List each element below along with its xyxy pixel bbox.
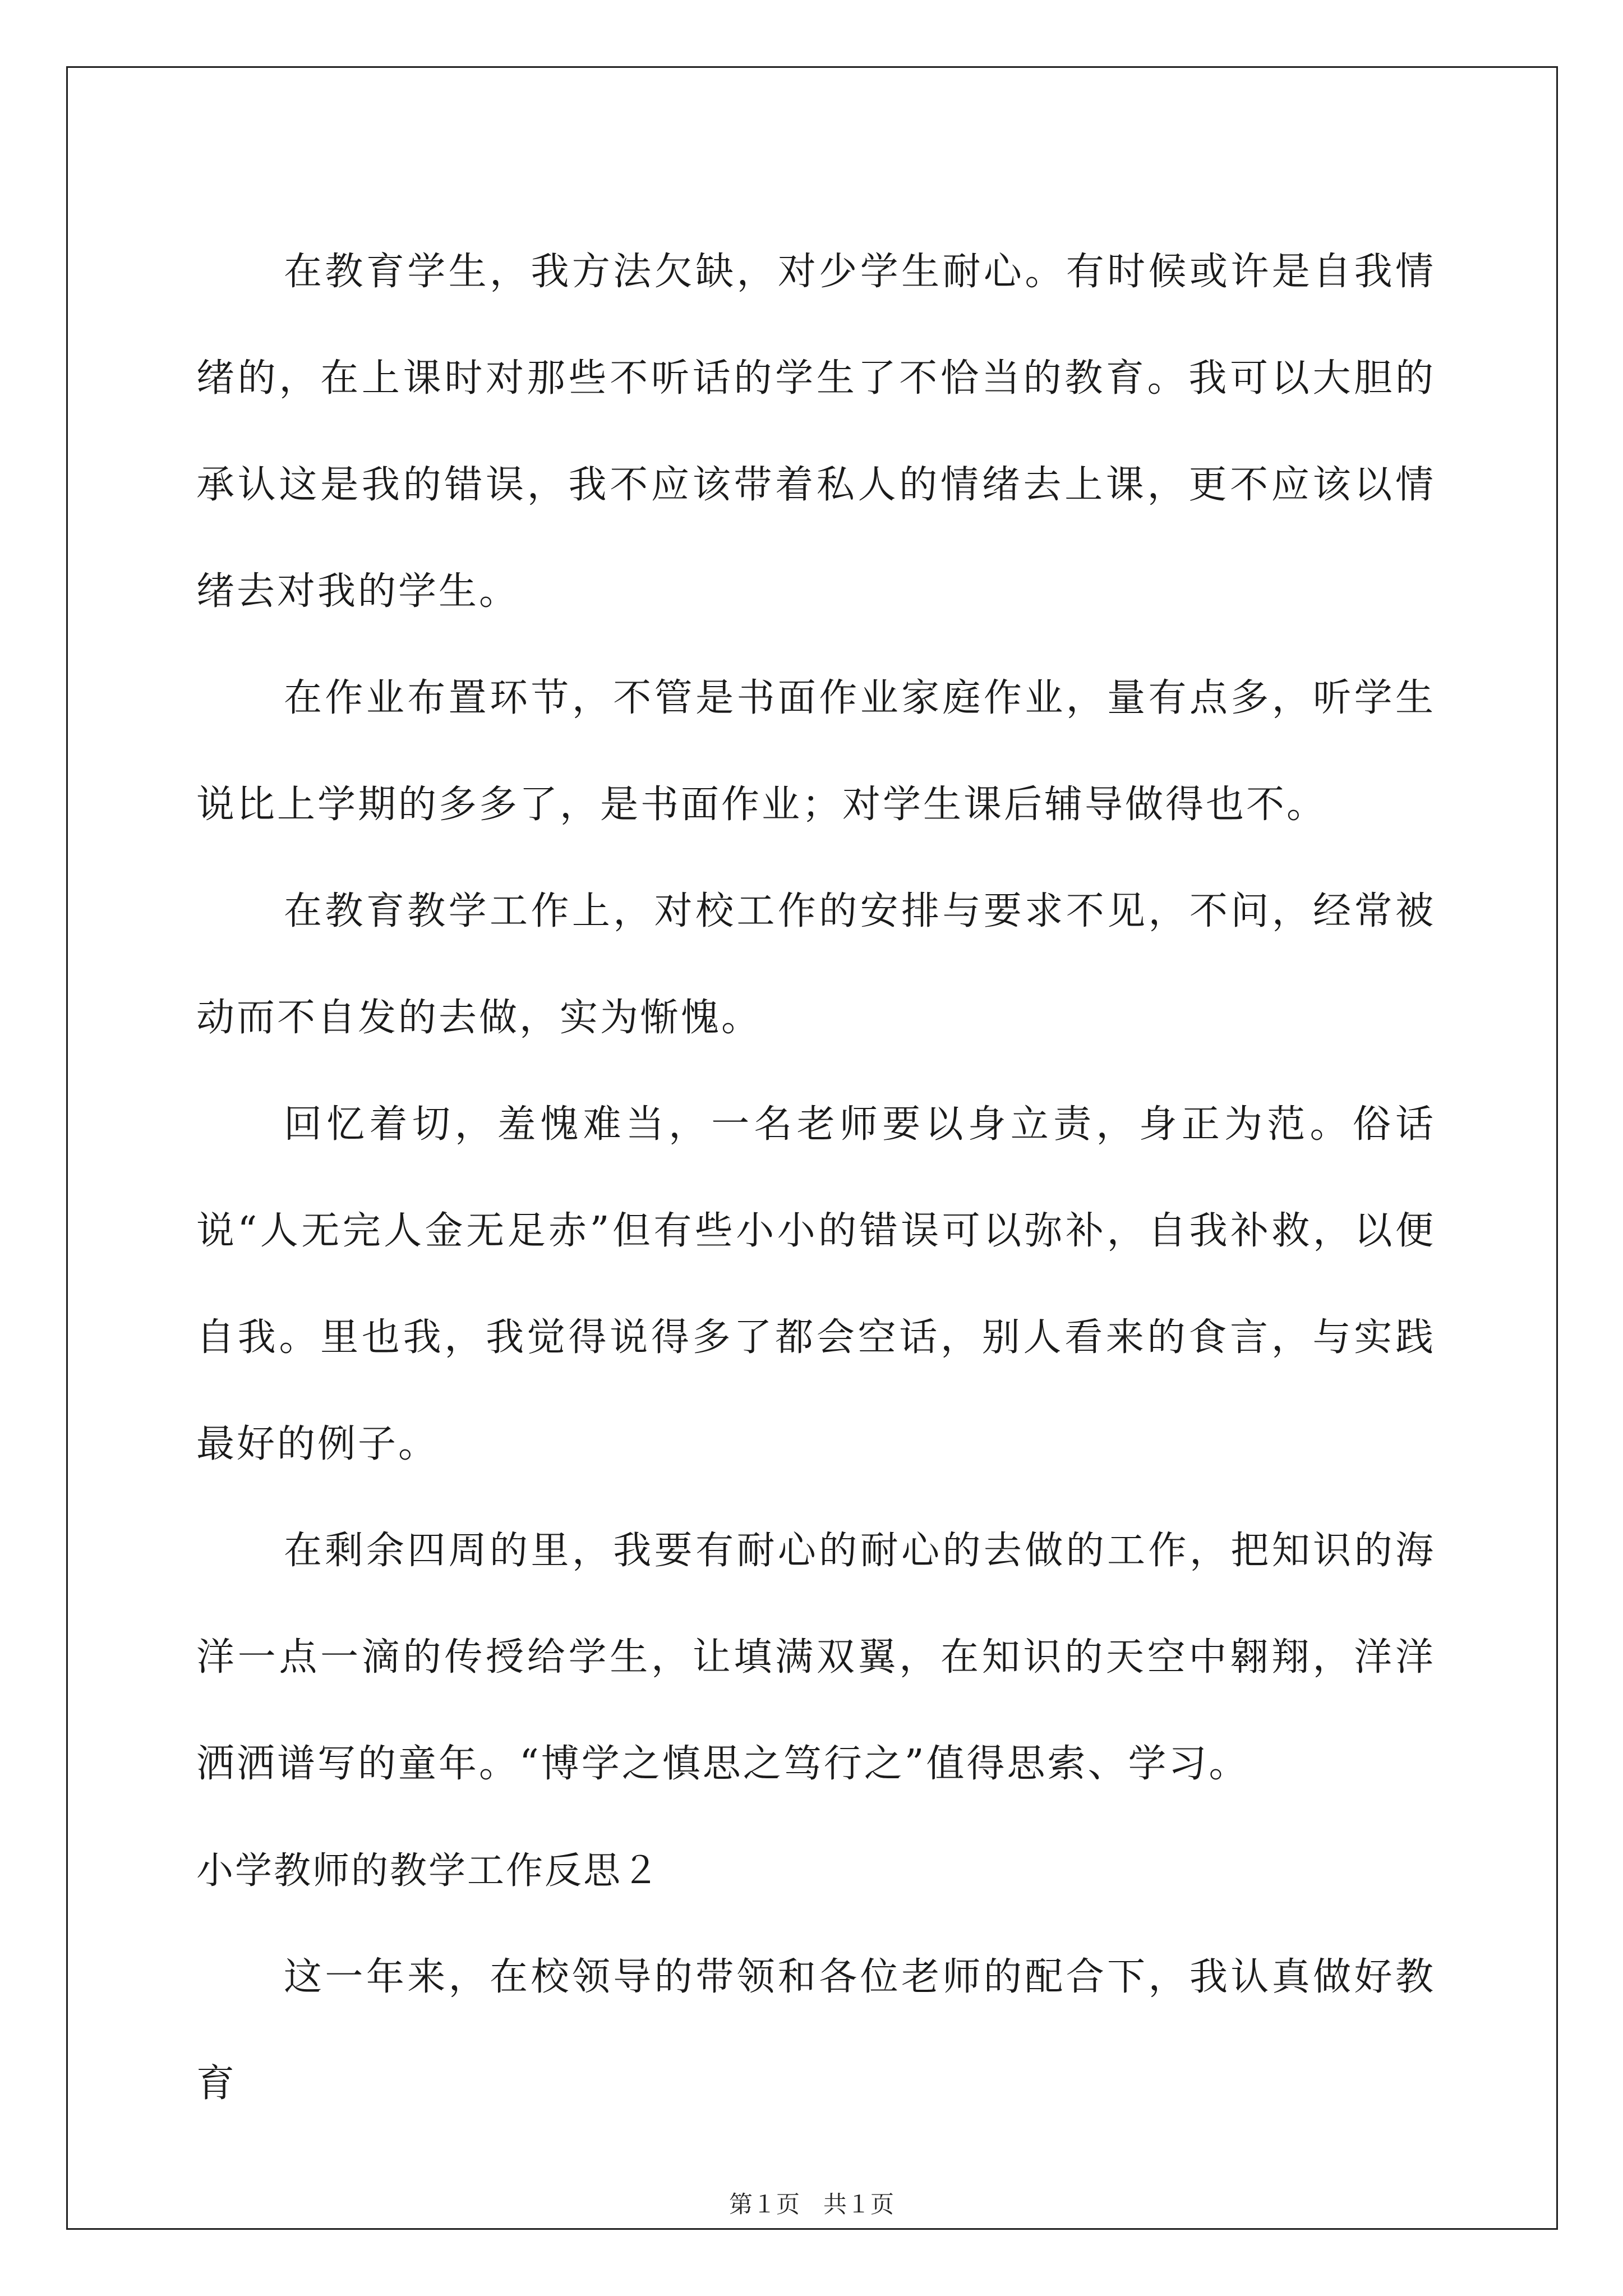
paragraph-3: 在教育教学工作上，对校工作的安排与要求不见，不问，经常被动而不自发的去做，实为惭愧。 [196,889,1436,1040]
document-body [196,219,1436,2137]
paragraph-5: 在剩余四周的里，我要有耐心的耐心的去做的工作，把知识的海洋一点一滴的传授给学生，让填满双翼，在知识的天空中翱翔，洋洋洒洒谱写的童年。“博学之慎思之笃行之”值得思索、学习。 [196,1529,1436,1786]
paragraph-1: 在教育学生，我方法欠缺，对少学生耐心。有时候或许是自我情绪的，在上课时对那些不听话的学生了不恰当的教育。我可以大胆的承认这是我的错误，我不应该带着私人的情绪去上课，更不应该以情绪去对我的学生。 [196,250,1436,614]
paragraph-4: 回忆着切，羞愧难当，一名老师要以身立责，身正为范。俗话说“人无完人金无足赤”但有些小小的错误可以弥补，自我补救，以便自我。里也我，我觉得说得多了都会空话，别人看来的食言，与实践最好的例子。 [196,1102,1436,1466]
paragraph-6: 这一年来，在校领导的带领和各位老师的配合下，我认真做好教育 [196,1955,1436,2106]
paragraph-2: 在作业布置环节，不管是书面作业家庭作业，量有点多，听学生说比上学期的多多了，是书面作业；对学生课后辅导做得也不。 [196,676,1436,827]
section-title: 小学教师的教学工作反思２ [196,1849,661,1892]
page-footer: 第１页 共１页 [728,2191,894,2218]
